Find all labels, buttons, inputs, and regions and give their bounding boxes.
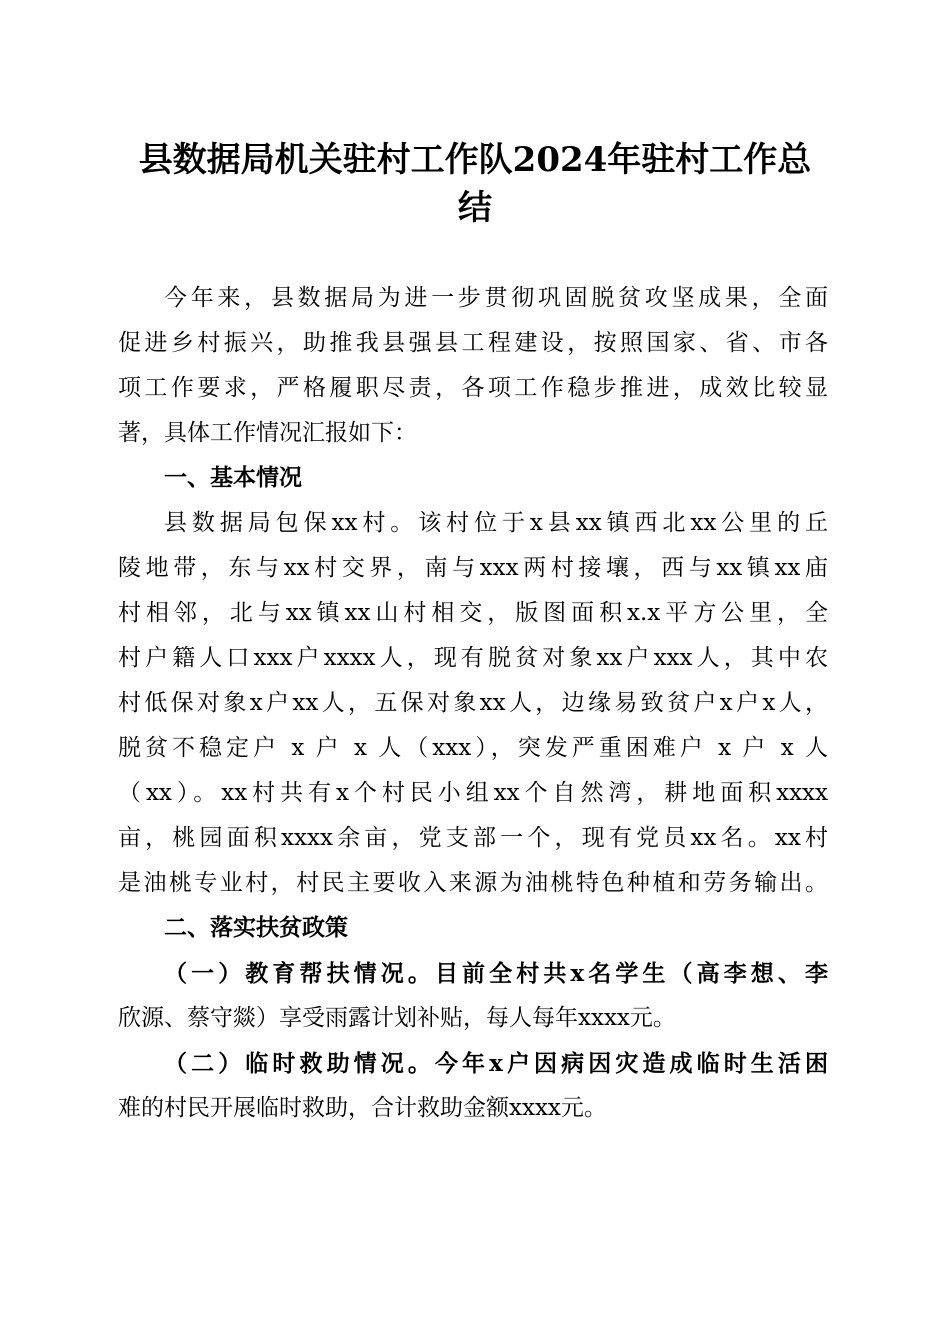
title-line: 结 (458, 188, 492, 228)
text-line: （xx）。xx村共有x个村民小组xx个自然湾，耕地面积xxxx (118, 780, 828, 806)
text-line: 著，具体工作情况汇报如下： (118, 420, 417, 446)
text-line: 陵地带，东与xx村交界，南与xxx两村接壤，西与xx镇xx庙 (118, 555, 828, 581)
text-line: 难的村民开展临时救助，合计救助金额xxxx元。 (118, 1095, 607, 1121)
text-line: 亩，桃园面积xxxx余亩，党支部一个，现有党员xx名。xx村 (118, 825, 828, 851)
text-line: 促进乡村振兴，助推我县强县工程建设，按照国家、省、市各 (118, 330, 828, 356)
text-line: 是油桃专业村，村民主要收入来源为油桃特色种植和劳务输出。 (118, 870, 828, 896)
text-line: 今年来，县数据局为进一步贯彻巩固脱贫攻坚成果，全面 (164, 285, 828, 311)
intro-paragraph (118, 276, 828, 456)
text-line: 欣源、蔡守燚）享受雨露计划补贴，每人每年xxxx元。 (118, 1005, 676, 1031)
document-body (118, 276, 828, 1131)
text-line: 脱贫不稳定户 x 户 x 人（xxx），突发严重困难户 x 户 x 人 (118, 735, 828, 761)
education-paragraph (118, 951, 828, 1041)
document-title (100, 136, 850, 232)
text-line: 村相邻，北与xx镇xx山村相交，版图面积x.x平方公里，全 (118, 600, 828, 626)
relief-paragraph (118, 1041, 828, 1131)
basic-info-paragraph (118, 501, 828, 906)
text-line: 村户籍人口xxx户xxxx人，现有脱贫对象xx户xxx人，其中农 (118, 645, 828, 671)
text-line: 项工作要求，严格履职尽责，各项工作稳步推进，成效比较显 (118, 375, 828, 401)
text-line: （一）教育帮扶情况。目前全村共x名学生（高李想、李 (164, 960, 828, 987)
title-line: 县数据局机关驻村工作队2024年驻村工作总 (138, 140, 812, 180)
text-line: （二）临时救助情况。今年x户因病因灾造成临时生活困 (164, 1050, 828, 1077)
text-line: 村低保对象x户xx人，五保对象xx人，边缘易致贫户x户x人， (118, 690, 828, 716)
section-heading: 二、落实扶贫政策 (164, 915, 348, 941)
text-line: 县数据局包保xx村。该村位于x县xx镇西北xx公里的丘 (164, 510, 828, 536)
section-heading: 一、基本情况 (164, 465, 302, 491)
